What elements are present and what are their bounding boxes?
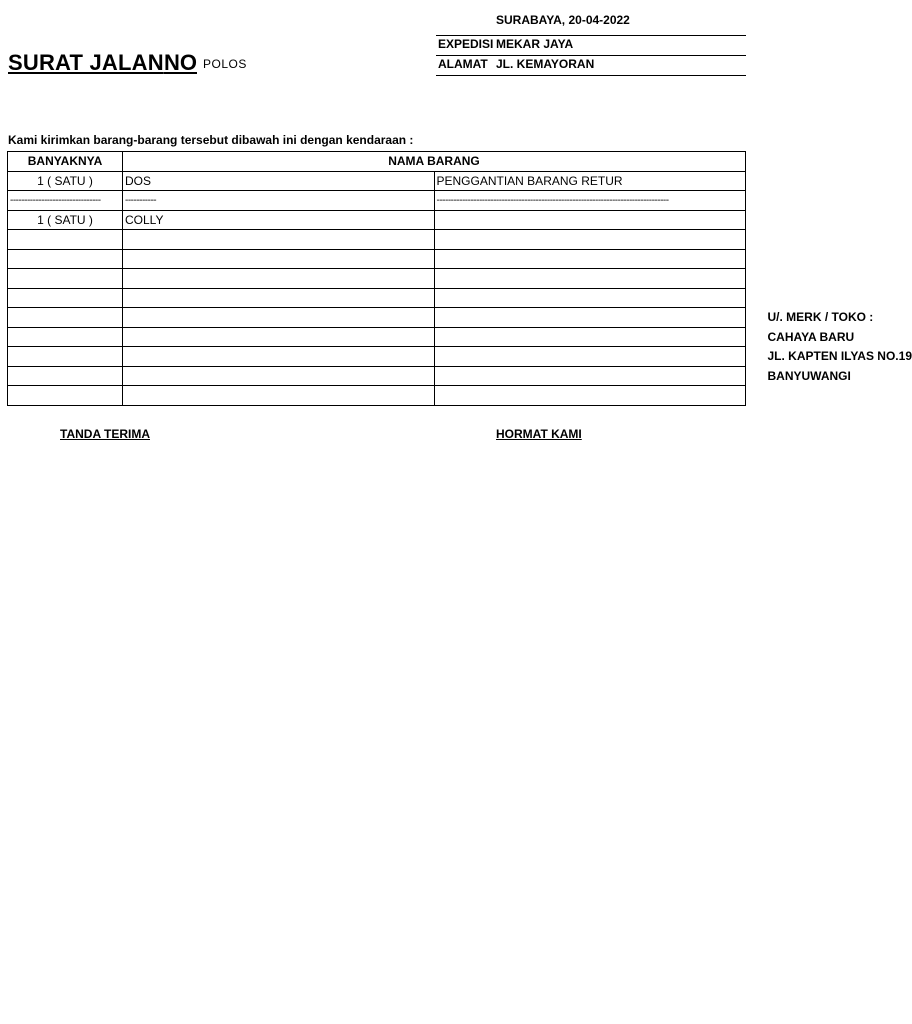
name-cell xyxy=(434,288,746,308)
unit-cell: ----------- xyxy=(123,191,435,211)
qty-cell xyxy=(8,308,123,328)
alamat-value: JL. KEMAYORAN xyxy=(496,57,595,71)
intro-text: Kami kirimkan barang-barang tersebut dibawah ini dengan kendaraan : xyxy=(8,133,414,147)
number-label: NO xyxy=(164,50,197,75)
name-cell xyxy=(434,171,746,191)
signature-receiver: TANDA TERIMA xyxy=(60,427,150,441)
items-table xyxy=(7,151,912,406)
table-row xyxy=(8,191,746,211)
name-cell xyxy=(434,249,746,269)
name-cell xyxy=(434,347,912,367)
expedisi-label: EXPEDISI xyxy=(438,37,494,51)
signature-sender: HORMAT KAMI xyxy=(496,427,582,441)
store-note: CAHAYA BARU xyxy=(767,329,855,344)
qty-cell xyxy=(8,327,123,347)
qty-cell: -------------------------------- xyxy=(8,191,123,211)
table-row xyxy=(8,327,746,347)
qty-cell: 1 ( SATU ) xyxy=(8,171,123,191)
header-banyaknya: BANYAKNYA xyxy=(8,152,123,172)
name-cell xyxy=(434,191,746,211)
qty-cell xyxy=(8,269,123,289)
table-row xyxy=(8,171,746,191)
unit-cell xyxy=(123,288,435,308)
name-cell xyxy=(434,269,746,289)
item-name: ---------------------------------------------------------------------------------- xyxy=(436,194,669,206)
unit-cell xyxy=(123,366,435,386)
store-note: U/. MERK / TOKO : xyxy=(767,310,874,324)
unit-cell xyxy=(123,230,435,250)
qty-cell: 1 ( SATU ) xyxy=(8,210,123,230)
qty-cell xyxy=(8,366,123,386)
name-cell xyxy=(434,230,746,250)
table-row xyxy=(8,366,746,386)
store-note: BANYUWANGI xyxy=(767,368,851,383)
date-line: SURABAYA, 20-04-2022 xyxy=(496,13,630,27)
unit-cell xyxy=(123,269,435,289)
qty-cell xyxy=(8,386,123,406)
name-cell xyxy=(434,308,874,328)
unit-cell xyxy=(123,347,435,367)
alamat-label: ALAMAT xyxy=(438,57,488,71)
unit-cell: DOS xyxy=(123,171,435,191)
divider xyxy=(436,55,746,56)
name-cell xyxy=(434,386,746,406)
name-cell xyxy=(434,366,851,386)
table-row xyxy=(8,249,746,269)
header-nama-barang: NAMA BARANG xyxy=(123,152,746,172)
item-name: PENGGANTIAN BARANG RETUR xyxy=(436,173,623,188)
qty-cell xyxy=(8,230,123,250)
table-row xyxy=(8,386,746,406)
number-value: POLOS xyxy=(203,57,247,71)
unit-cell: COLLY xyxy=(123,210,435,230)
document-title: SURAT JALAN xyxy=(8,50,164,75)
qty-cell xyxy=(8,249,123,269)
unit-cell xyxy=(123,386,435,406)
divider xyxy=(436,35,746,36)
unit-cell xyxy=(123,249,435,269)
qty-cell xyxy=(8,347,123,367)
table-row xyxy=(8,347,746,367)
table-row xyxy=(8,288,746,308)
table-row xyxy=(8,308,746,328)
name-cell xyxy=(434,327,855,347)
expedisi-value: MEKAR JAYA xyxy=(496,37,574,51)
table-row xyxy=(8,269,746,289)
table-header-row xyxy=(8,152,746,172)
qty-cell xyxy=(8,288,123,308)
divider xyxy=(436,75,746,76)
store-note: JL. KAPTEN ILYAS NO.19 xyxy=(767,349,912,363)
unit-cell xyxy=(123,327,435,347)
name-cell xyxy=(434,210,746,230)
unit-cell xyxy=(123,308,435,328)
table-row xyxy=(8,210,746,230)
table-row xyxy=(8,230,746,250)
